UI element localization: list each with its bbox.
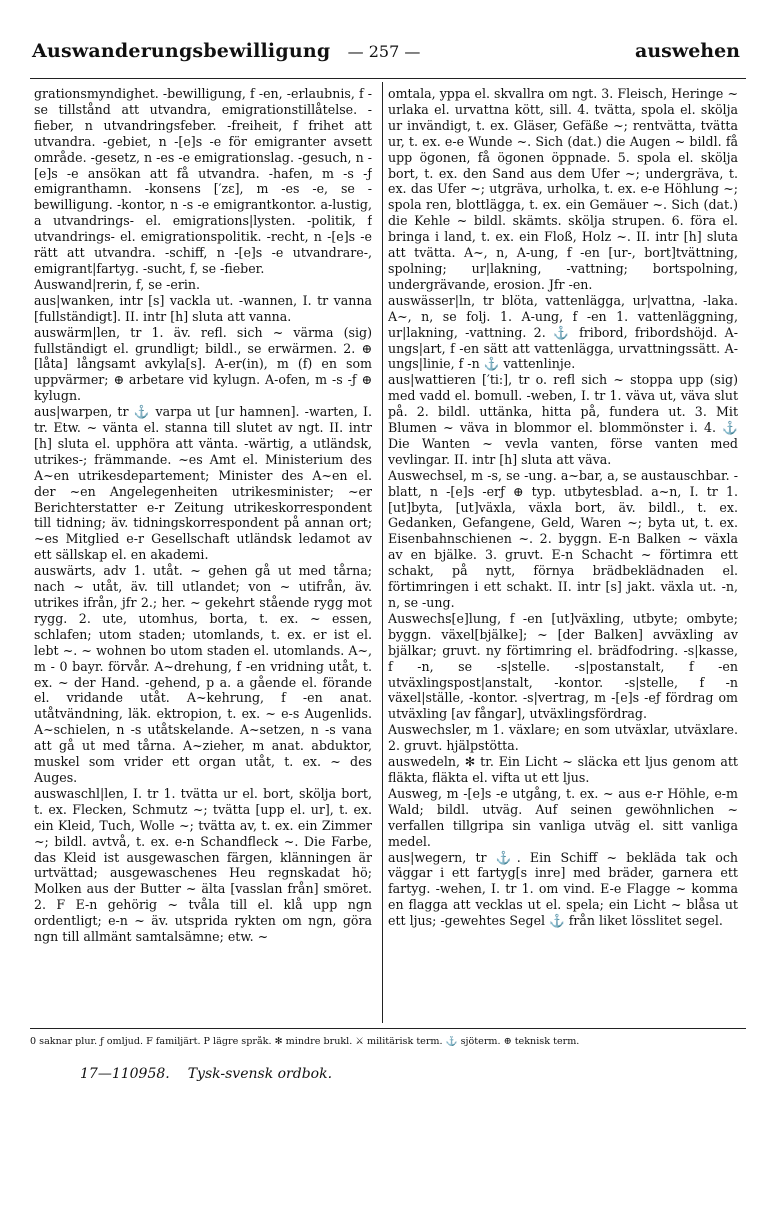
printer-imprint xyxy=(80,1066,332,1082)
dictionary-entry: auswärts, adv 1. utåt. ~ gehen gå ut med tårna; nach ~ utåt, äv. till utlandet; von ~ utifrån, äv. utrikes ifrån, jfr 2.; her. ~ gekehrt stående rygg mot rygg. 2. ute, utomhus, borta, t. ex. ~ essen, schlafen; utom staden; utomlands, t. ex. er ist el. lebt ~. ~ wohnen bo utom staden el. utomlands. A~, m - 0 bayr. förvår. A~drehung, f -en vridning utåt, t. ex. ~ der Hand. -gehend, p a. a gående el. förande el. vridande utåt. A~kehrung, f -en anat. utåtvändning, läk. ektropion, t. ex. ~ e-s Augenlids. A~schielen, n -s utåtskelande. A~setzen, n -s vana att gå ut med tårna. A~zieher, m anat. abduktor, muskel som vrider ett organ utåt, t. ex. ~ des Auges. xyxy=(34,563,372,785)
header-first-word: Auswanderungsbewilligung xyxy=(32,40,331,62)
dictionary-entry: aus|wattieren [′ti:], tr o. refl sich ~ stoppa upp (sig) med vadd el. bomull. -weben, I. tr 1. väva ut, väva slut på. 2. bildl. uttänka, hitta på, fundera ut. 3. Mit Blumen ~ väva in blommor el. blommönster i. 4. ⚓ Die Wanten ~ vevla vanten, förse vanten med vevlingar. II. intr [h] sluta att väva. xyxy=(388,372,738,467)
dictionary-entry: auswedeln, ✻ tr. Ein Licht ~ släcka ett ljus genom att fläkta, fläkta el. vifta ut ett ljus. xyxy=(388,754,738,785)
dictionary-entry: Ausweg, m -[e]s -e utgång, t. ex. ~ aus e-r Höhle, e-m Wald; bildl. utväg. Auf seinen gewöhnlichen ~ verfallen tillgripa sin vanliga utväg el. sitt vanliga medel. xyxy=(388,785,738,849)
abbreviation-legend: 0 saknar plur. ƒ omljud. F familjärt. P lägre språk. ✻ mindre brukl. ⚔ militärisk term. ⚓ sjöterm. ⊕ teknisk term. xyxy=(30,1036,580,1047)
dictionary-entry: omtala, yppa el. skvallra om ngt. 3. Fleisch, Heringe ~ urlaka el. urvattna kött, sill. 4. tvätta, spola el. skölja ur invändigt, t. ex. Gläser, Gefäße ~; rentvätta, tvätta ur, t. ex. e-e Wunde ~. Sich (dat.) die Augen ~ bildl. få upp ögonen, få ögonen öppnade. 5. spola el. skölja bort, t. ex. den Sand aus dem Ufer ~; undergräva, t. ex. das Ufer ~; utgräva, urholka, t. ex. e-e Höhlung ~; spola ren, blottlägga, t. ex. ein Gemäuer ~. Sich (dat.) die Kehle ~ bildl. skämts. skölja strupen. 6. föra el. bringa i land, t. ex. ein Floß, Holz ~. II. intr [h] sluta att tvätta. A~, n, A-ung, f -en [ur-, bort]tvättning, spolning; ur|lakning, -vattning; bortspolning, undergrävande, erosion. Jfr -en. xyxy=(388,86,738,292)
print-code: 17—110958. xyxy=(80,1066,170,1082)
dictionary-entry: aus|wanken, intr [s] vackla ut. -wannen, I. tr vanna [fullständigt]. II. intr [h] sluta att vanna. xyxy=(34,292,372,324)
column-divider xyxy=(382,82,383,1023)
dictionary-entry: aus|warpen, tr ⚓ varpa ut [ur hamnen]. -warten, I. tr. Etw. ~ vänta el. stanna till slutet av ngt. II. intr [h] sluta el. upphöra att vänta. -wärtig, a utländsk, utrikes-; främmande. ~es Amt el. Ministerium des A~en utrikesdepartement; Minister des A~en el. der ~en Angelegenheiten utrikesminister; ~er Berichterstatter e-r Zeitung utrikeskorrespondent till tidning; äv. tidningskorrespondent på annan ort; ~es Mitglied e-r Gesellschaft utländsk ledamot av ett sällskap el. en akademi. xyxy=(34,404,372,563)
page-header xyxy=(26,40,742,68)
dictionary-entry: grationsmyndighet. -bewilligung, f -en, -erlaubnis, f -se tillstånd att utvandra, emigrationstillåtelse. -fieber, n utvandringsfeber. -freiheit, f frihet att utvandra. -gebiet, n -[e]s -e för emigranter avsett område. -gesetz, n -es -e emigrationslag. -gesuch, n -[e]s -e ansökan att få utvandra. -hafen, m -s -ƒ emigranthamn. -konsens [′zɛ], m -es -e, se -bewilligung. -kontor, n -s -e emigrantkontor. a-lustig, a utvandrings- el. emigrations|lysten. -politik, f utvandrings- el. emigrationspolitik. -recht, n -[e]s -e rätt att utvandra. -schiff, n -[e]s -e utvandrare-, emigrant|fartyg. -sucht, f, se -fieber. xyxy=(34,86,372,276)
dictionary-entry: auswärm|len, tr 1. äv. refl. sich ~ värma (sig) fullständigt el. grundligt; bildl., se erwärmen. 2. ⊕ [låta] långsamt avkyla[s]. A-er(in), m (f) en som uppvärmer; ⊕ arbetare vid kylugn. A-ofen, m -s -ƒ ⊕ kylugn. xyxy=(34,324,372,404)
dictionary-entry: auswaschl|len, I. tr 1. tvätta ur el. bort, skölja bort, t. ex. Flecken, Schmutz ~; tvätta [upp el. ur], t. ex. ein Kleid, Tuch, Wolle ~; tvätta av, t. ex. ein Zimmer ~; bildl. avtvå, t. ex. e-n Schandfleck ~. Die Farbe, das Kleid ist ausgewaschen färgen, klänningen är urtvättad; ausgewaschenes Heu regnskadat hö; Molken aus der Butter ~ älta [vasslan från] smöret. 2. F E-n gehörig ~ tvåla till el. klå upp ngn ordentligt; e-n ~ äv. utsprida rykten om ngn, göra ngn till allmänt samtalsämne; etw. ~ xyxy=(34,785,372,945)
footer-rule xyxy=(30,1028,746,1029)
dictionary-entry: Auswechsel, m -s, se -ung. a~bar, a, se austauschbar. -blatt, n -[e]s -erƒ ⊕ typ. utbytesblad. a~n, I. tr 1. [ut]byta, [ut]växla, växla bort, äv. bildl., t. ex. Gedanken, Gefangene, Geld, Waren ~; byta ut, t. ex. Eisenbahnschienen ~. 2. byggn. E-n Balken ~ växla av en bjälke. 3. gruvt. E-n Schacht ~ förtimra ett schakt, på nytt, förnya brädbeklädnaden el. förtimringen i ett schakt. II. intr [s] jakt. växla ut. -n, n, se -ung. xyxy=(388,467,738,610)
dictionary-entry: Auswechs[e]lung, f -en [ut]växling, utbyte; ombyte; byggn. växel[bjälke]; ~ [der Balken] avväxling av bjälkar; gruvt. ny förtimring el. brädfodring. -s|kasse, f -n, se -s|stelle. -s|postanstalt, f -en utväxlingspost|anstalt, -kontor. -s|stelle, f -n växel|ställe, -kontor. -s|vertrag, m -[e]s -eƒ fördrag om utväxling [av fångar], utväxlingsfördrag. xyxy=(388,610,738,722)
book-title: Tysk-svensk ordbok. xyxy=(187,1066,333,1082)
left-column xyxy=(34,86,372,1021)
dictionary-entry: Auswechsler, m 1. växlare; en som utväxlar, utväxlare. 2. gruvt. hjälpstötta. xyxy=(388,722,738,754)
right-column xyxy=(388,86,738,1021)
dictionary-entry: aus|wegern, tr ⚓. Ein Schiff ~ bekläda tak och väggar i ett fartyg[s inre] med bräder, garnera ett fartyg. -wehen, I. tr 1. om vind. E-e Flagge ~ komma en flagga att vecklas ut el. spela; ein Licht ~ blåsa ut ett ljus; -gewehtes Segel ⚓ från liket lösslitet segel. xyxy=(388,849,738,929)
page-number: — 257 — xyxy=(347,42,421,61)
header-rule xyxy=(30,78,746,79)
header-last-word: auswehen xyxy=(635,40,740,62)
dictionary-entry: Auswand|rerin, f, se -erin. xyxy=(34,276,201,292)
dictionary-entry: auswässer|ln, tr blöta, vattenlägga, ur|vattna, -laka. A~, n, se folj. 1. A-ung, f -en 1. vattenläggning, ur|lakning, -vattning. 2. ⚓ fribord, fribordshöjd. A-ungs|art, f -en sätt att vattenlägga, urvattningssätt. A-ungs|linie, f -n ⚓ vattenlinje. xyxy=(388,292,738,372)
